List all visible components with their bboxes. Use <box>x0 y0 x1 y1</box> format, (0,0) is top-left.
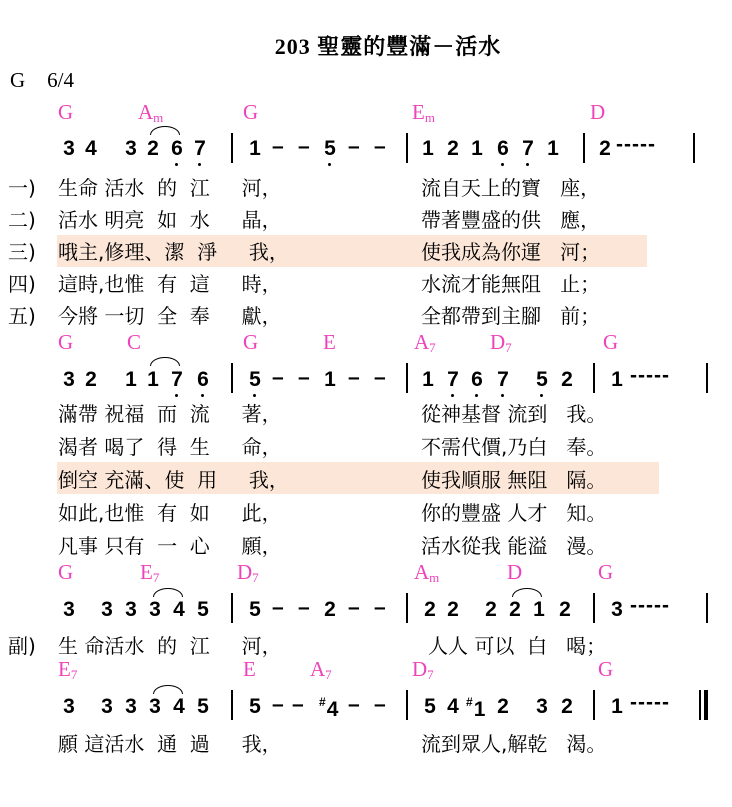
lyric-line: 願 這活水 通 過 我， <box>58 732 282 756</box>
lyric-line: 凡事 只有 一 心 願， <box>58 534 282 558</box>
lyric-line: 全都帶到主腳 前； <box>421 304 601 328</box>
lyric-line: 如此,也惟 有 如 此， <box>58 501 282 525</box>
chord-symbol: G <box>603 330 619 354</box>
lyric-line: 生命 活水 的 江 河， <box>58 176 282 200</box>
chord-symbol: G <box>58 100 74 124</box>
key: G <box>10 68 26 92</box>
lyric-line: 活水從我 能溢 漫。 <box>421 534 607 558</box>
chord-symbol: D <box>590 100 606 124</box>
chord-symbol: G <box>598 560 614 584</box>
lyric-line: 渴者 喝了 得 生 命， <box>58 435 282 459</box>
song-title: 203 聖靈的豐滿－活水 <box>274 34 502 59</box>
tie <box>512 588 542 597</box>
lyric-line: 使我成為你運 河； <box>421 240 601 264</box>
key-signature <box>10 68 96 93</box>
lyric-line: 從神基督 流到 我。 <box>421 402 607 426</box>
lyric-line: 水流才能無阻 止； <box>421 272 601 296</box>
lyric-line: 哦主,修理、潔 淨 我， <box>58 240 289 264</box>
final-barline <box>704 690 708 720</box>
verse-number: 五) <box>8 304 36 328</box>
chord-symbol: G <box>58 560 74 584</box>
verse-number: 三) <box>8 240 36 264</box>
tie <box>153 588 183 597</box>
chord-symbol: G <box>598 657 614 681</box>
time-signature: 6/4 <box>47 68 75 92</box>
chord-symbol: $A_m$ <box>414 560 440 585</box>
verse-number: 一) <box>8 176 36 200</box>
chord-symbol: G <box>243 100 259 124</box>
verse-number: 二) <box>8 208 36 232</box>
verse-number: 四) <box>8 272 36 296</box>
lyric-line: 你的豐盛 人才 知。 <box>421 501 607 525</box>
chord-symbol: G <box>58 330 74 354</box>
chord-symbol: $D_7$ <box>412 657 434 682</box>
chord-symbol: $D_7$ <box>490 330 512 355</box>
lyric-line: 今將 一切 全 奉 獻， <box>58 304 282 328</box>
chord-symbol: $E_7$ <box>140 560 160 585</box>
tie <box>150 357 180 366</box>
chord-symbol: $E_m$ <box>412 100 435 125</box>
tie <box>150 126 180 135</box>
tie <box>153 685 183 694</box>
chord-symbol: $A_m$ <box>138 100 164 125</box>
lyric-line: 人人 可以 白 喝； <box>428 634 607 658</box>
lyric-line: 這時,也惟 有 這 時， <box>58 272 282 296</box>
chord-symbol: E <box>323 330 336 354</box>
lyric-line: 使我順服 無阻 隔。 <box>421 468 607 492</box>
lyric-line: 帶著豐盛的供 應， <box>421 208 601 232</box>
chord-symbol: C <box>127 330 142 354</box>
lyric-line: 活水 明亮 如 水 晶， <box>58 208 282 232</box>
chord-symbol: $A_7$ <box>310 657 332 682</box>
chord-symbol: $A_7$ <box>414 330 436 355</box>
chord-symbol: $D_7$ <box>237 560 259 585</box>
lyric-line: 流到眾人,解乾 渴。 <box>421 732 607 756</box>
lyric-line: 倒空 充滿、使 用 我， <box>58 468 289 492</box>
chord-symbol: $E_7$ <box>58 657 78 682</box>
lyric-line: 滿帶 祝福 而 流 著， <box>58 402 282 426</box>
lyric-line: 流自天上的寶 座， <box>421 176 601 200</box>
chord-symbol: G <box>243 330 259 354</box>
chord-symbol: D <box>507 560 523 584</box>
lyric-line: 不需代價,乃白 奉。 <box>421 435 607 459</box>
chorus-label: 副) <box>8 634 36 658</box>
chord-symbol: E <box>243 657 256 681</box>
lyric-line: 生 命活水 的 江 河， <box>58 634 282 658</box>
